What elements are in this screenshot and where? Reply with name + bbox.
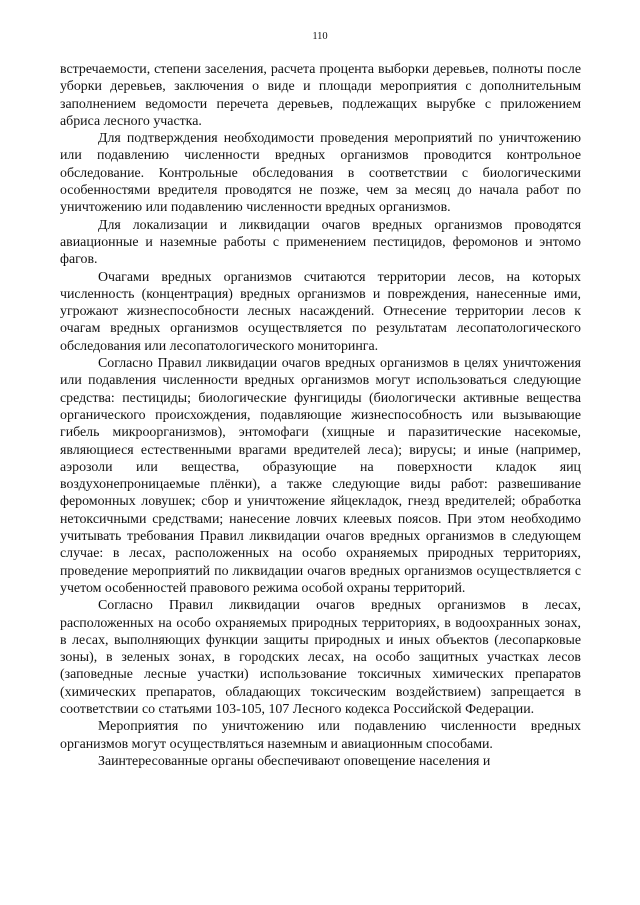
- paragraph-protected-areas: Согласно Правил ликвидации очагов вредных организмов в лесах, расположенных на особо охраняемых природных территориях, в водоохранных зонах, в лесах, выполняющих функции защиты природных и иных объектов (лесопарковые зоны), в зеленых зонах, в городских лесах, на особо защитных участках лесов (заповедные лесные участки) использование токсичных химических препаратов (химических препаратов, обладающих токсическим воздействием) запрещается в соответствии со статьями 103-105, 107 Лесного кодекса Российской Федерации.: [60, 598, 581, 717]
- paragraph-notification: Заинтересованные органы обеспечивают оповещение населения и: [98, 753, 491, 769]
- paragraph-continuation: встречаемости, степени заселения, расчета процента выборки деревьев, полноты после уборки деревьев, заключения о виде и площади мероприятия с дополнительным заполнением ведомости перечета деревьев, подлежащих вырубке с приложением абриса лесного участка.: [60, 62, 581, 129]
- page-number: 110: [312, 31, 328, 42]
- paragraph-methods: Мероприятия по уничтожению или подавлению численности вредных организмов могут осуществляться наземным и авиационным способами.: [60, 719, 581, 752]
- paragraph-control-means: Согласно Правил ликвидации очагов вредных организмов в целях уничтожения или подавления численности вредных организмов могут использоваться следующие средства: пестициды; биологические фунгициды (биологически активные вещества органического происхождения, подавляющие жизнеспособность или вызывающие гибель микроорганизмов), энтомофаги (хищные и паразитические насекомые, являющиеся естественными врагами вредителей леса); вирусы; и иные (например, аэрозоли или вещества, образующие на поверхности кладок яиц воздухонепроницаемые плёнки), а также следующие виды работ: развешивание феромонных ловушек; сбор и уничтожение яйцекладок, гнезд вредителей; обработка нетоксичными средствами; нанесение ловчих клеевых поясов. При этом необходимо учитывать требования Правил ликвидации очагов вредных организмов в следующем случае: в лесах, расположенных на особо охраняемых природных территориях, проведение мероприятий по ликвидации очагов вредных организмов осуществляется с учетом особенностей правового режима особой охраны территорий.: [60, 356, 581, 596]
- document-body: [60, 61, 581, 770]
- paragraph-localization: Для локализации и ликвидации очагов вредных организмов проводятся авиационные и наземные работы с применением пестицидов, феромонов и энтомо фагов.: [60, 217, 581, 268]
- paragraph-control-survey: Для подтверждения необходимости проведения мероприятий по уничтожению или подавлению численности вредных организмов проводится контрольное обследование. Контрольные обследования в соответствии с биологическими особенностями вредителя проводятся не позже, чем за месяц до начала работ по уничтожению или подавлению численности вредных организмов.: [60, 131, 581, 216]
- paragraph-pest-foci: Очагами вредных организмов считаются территории лесов, на которых численность (концентрация) вредных организмов и повреждения, нанесенные ими, угрожают жизнеспособности лесных насаждений. Отнесение территории лесов к очагам вредных организмов осуществляется по результатам лесопатологического обследования или лесопатологического мониторинга.: [60, 269, 581, 354]
